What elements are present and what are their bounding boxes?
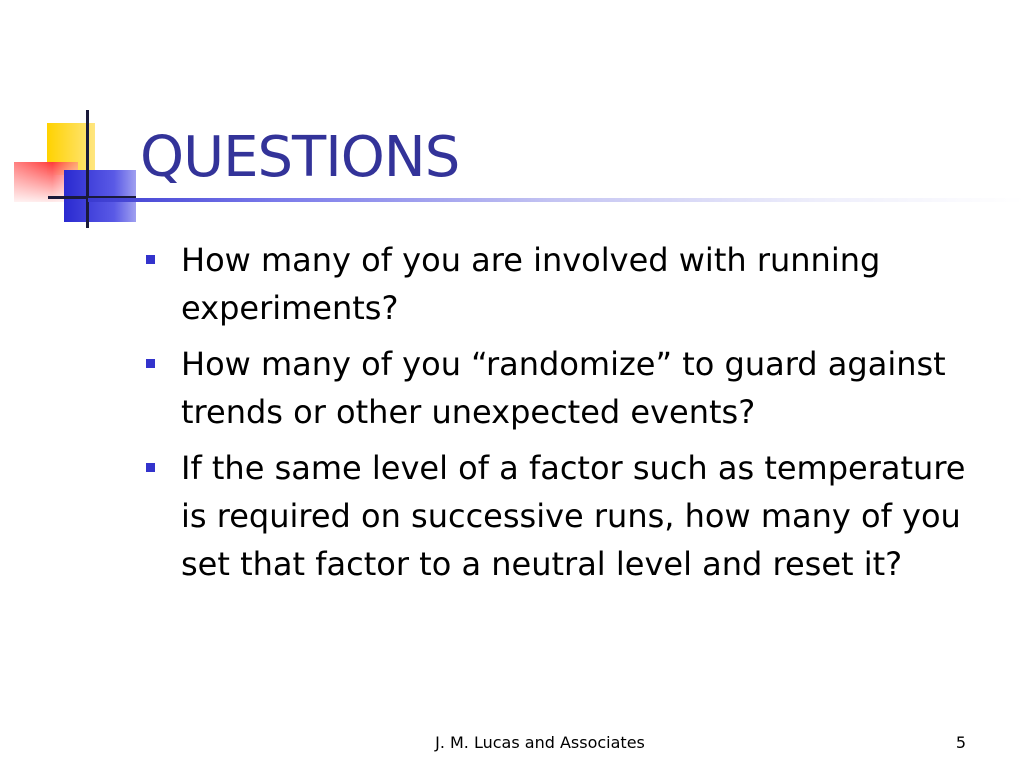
- square-bullet-icon: [146, 463, 155, 472]
- square-bullet-icon: [146, 255, 155, 264]
- bullet-text: If the same level of a factor such as temperature is required on successive runs, how many of you set that factor to a neutral level and reset it?: [181, 449, 966, 583]
- bullet-item: [140, 444, 980, 588]
- square-bullet-icon: [146, 359, 155, 368]
- bullet-text: How many of you are involved with running experiments?: [181, 241, 881, 327]
- bullet-text: How many of you “randomize” to guard against trends or other unexpected events?: [181, 345, 946, 431]
- footer-text: J. M. Lucas and Associates: [435, 733, 645, 752]
- bullet-item: [140, 236, 980, 332]
- slide-title: QUESTIONS: [140, 125, 460, 190]
- corner-squares-logo: [0, 0, 140, 240]
- bullet-item: [140, 340, 980, 436]
- bullet-list: [140, 236, 980, 596]
- title-underline: [88, 198, 1024, 202]
- page-number: 5: [955, 733, 966, 752]
